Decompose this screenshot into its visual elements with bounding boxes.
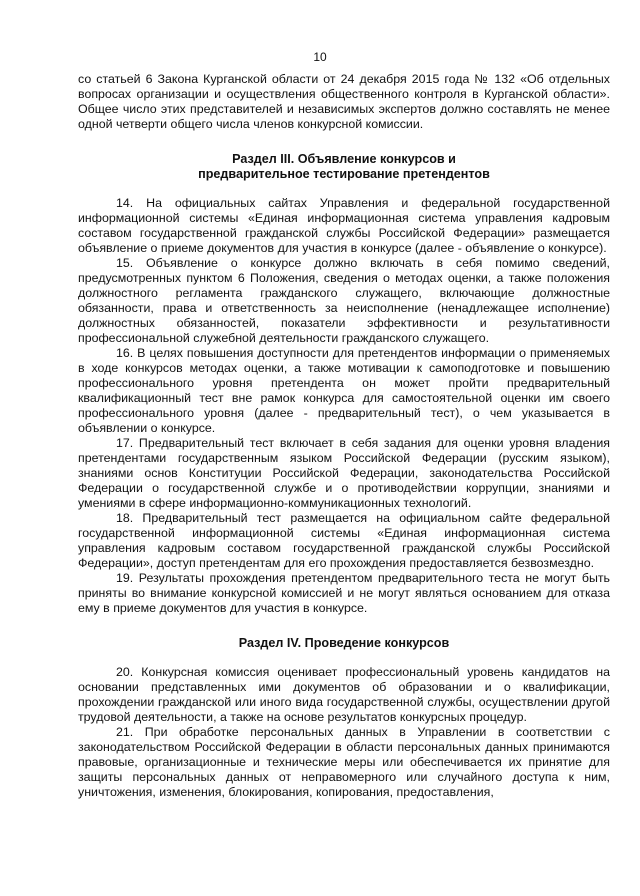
page-content bbox=[78, 72, 610, 800]
section-3-title-line-2: предварительное тестирование претендентов bbox=[198, 167, 490, 181]
paragraph-18: 18. Предварительный тест размещается на официальном сайте федеральной государственной информационной системы «Единая информационная система управления кадровым составом государственной гражданской службы Российской Федерации», доступ претендентам для его прохождения предоставляется безвозмездно. bbox=[78, 511, 610, 570]
section-4-title: Раздел IV. Проведение конкурсов bbox=[238, 636, 450, 650]
paragraph-17: 17. Предварительный тест включает в себя задания для оценки уровня владения претендентами государственным языком Российской Федерации (русским языком), знаниями основ Конституции Российской Федерации, законодательства Российской Федерации о государственной службе и о противодействии коррупции, знаниями и умениями в сфере информационно-коммуникационных технологий. bbox=[78, 436, 610, 510]
page-number: 10 bbox=[313, 50, 327, 64]
intro-paragraph: со статьей 6 Закона Курганской области от 24 декабря 2015 года № 132 «Об отдельных вопросах организации и осуществления общественного контроля в Курганской области». Общее число этих представителей и независимых экспертов должно составлять не менее одной четверти общего числа членов конкурсной комиссии. bbox=[78, 72, 610, 131]
paragraph-14: 14. На официальных сайтах Управления и федеральной государственной информационной системы «Единая информационная система управления кадровым составом государственной гражданской службы Российской Федерации» размещается объявление о приеме документов для участия в конкурсе (далее - объявление о конкурсе). bbox=[78, 196, 610, 255]
section-3-title-line-1: Раздел III. Объявление конкурсов и bbox=[232, 152, 456, 166]
paragraph-21: 21. При обработке персональных данных в Управлении в соответствии с законодательством Российской Федерации в области персональных данных принимаются правовые, организационные и технические меры или обеспечивается их принятие для защиты персональных данных от неправомерного или случайного доступа к ним, уничтожения, изменения, блокирования, копирования, предоставления, bbox=[78, 725, 610, 799]
paragraph-15: 15. Объявление о конкурсе должно включать в себя помимо сведений, предусмотренных пунктом 6 Положения, сведения о методах оценки, а также положения должностного регламента гражданского служащего, включающие должностные обязанности, права и ответственность за неисполнение (ненадлежащее исполнение) должностных обязанностей, показатели эффективности и результативности профессиональной служебной деятельности гражданского служащего. bbox=[78, 256, 610, 345]
paragraph-20: 20. Конкурсная комиссия оценивает профессиональный уровень кандидатов на основании представленных ими документов об образовании и о квалификации, прохождении гражданской или иного вида государственной службы, осуществлении другой трудовой деятельности, а также на основе результатов конкурсных процедур. bbox=[78, 665, 610, 724]
paragraph-16: 16. В целях повышения доступности для претендентов информации о применяемых в ходе конкурсов методах оценки, а также мотивации к самоподготовке и повышению профессионального уровня претендента он может пройти предварительный квалификационный тест вне рамок конкурса для самостоятельной оценки им своего профессионального уровня (далее - предварительный тест), о чем указывается в объявлении о конкурсе. bbox=[78, 346, 610, 435]
paragraph-19: 19. Результаты прохождения претендентом предварительного теста не могут быть приняты во внимание конкурсной комиссией и не могут являться основанием для отказа ему в приеме документов для участия в конкурсе. bbox=[78, 571, 610, 615]
